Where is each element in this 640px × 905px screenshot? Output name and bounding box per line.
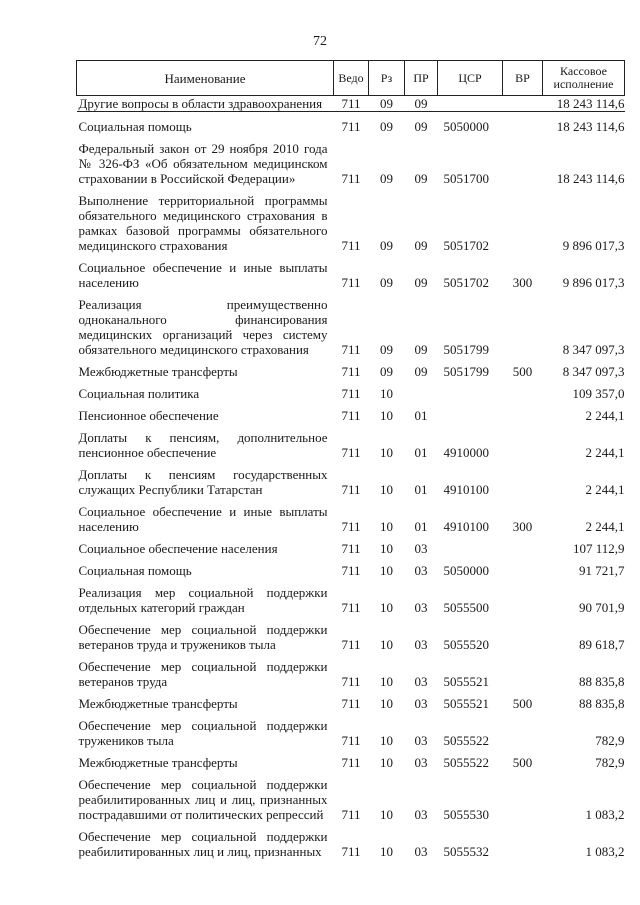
row-spacer-cell (77, 379, 625, 386)
row-vedo: 711 (341, 519, 361, 534)
row-rz: 10 (380, 733, 393, 748)
row-amount: 90 701,9 (579, 600, 625, 615)
row-vedo: 711 (341, 807, 361, 822)
row-rz: 10 (380, 482, 393, 497)
row-spacer-cell (77, 290, 625, 297)
row-spacer (77, 711, 625, 718)
row-name: Межбюджетные трансферты (78, 696, 238, 711)
row-pr: 03 (414, 674, 428, 689)
row-vedo: 711 (341, 482, 361, 497)
row-amount: 107 112,9 (572, 541, 625, 556)
row-spacer (77, 534, 625, 541)
table-row (77, 829, 625, 859)
row-spacer-cell (77, 711, 625, 718)
row-vedo: 711 (341, 342, 361, 357)
row-vr (503, 541, 543, 556)
row-spacer (77, 652, 625, 659)
row-csr: 4910100 (443, 482, 489, 497)
table-row (77, 467, 625, 497)
row-spacer-cell (77, 357, 625, 364)
row-amount: 18 243 114,6 (556, 171, 625, 186)
row-csr: 5051799 (443, 342, 489, 357)
row-vr: 500 (512, 696, 533, 711)
row-amount: 782,9 (595, 733, 625, 748)
table-row (77, 297, 625, 357)
row-name: Социальное обеспечение населения (78, 541, 278, 556)
row-vr (503, 563, 543, 578)
row-spacer (77, 290, 625, 297)
row-csr: 5055520 (443, 637, 489, 652)
header-vedo: Ведо (334, 61, 369, 96)
row-pr: 03 (414, 755, 428, 770)
row-csr: 5055522 (443, 755, 489, 770)
row-pr: 09 (414, 342, 428, 357)
row-pr: 03 (414, 733, 428, 748)
table-row (77, 141, 625, 186)
row-spacer-cell (77, 822, 625, 829)
row-spacer-cell (77, 534, 625, 541)
row-csr (438, 96, 503, 112)
row-rz: 10 (380, 696, 393, 711)
row-spacer-cell (77, 401, 625, 408)
row-csr: 5050000 (443, 119, 489, 134)
row-name: Обеспечение мер социальной поддержки реабилитированных лиц и лиц, признанных пострадавшими от политических репрессий (78, 777, 328, 822)
row-pr: 03 (414, 807, 428, 822)
row-name: Социальная помощь (78, 563, 192, 578)
row-spacer-cell (77, 615, 625, 622)
row-rz: 10 (380, 563, 393, 578)
row-amount: 91 721,7 (579, 563, 625, 578)
table-row (77, 193, 625, 253)
row-pr: 09 (405, 96, 438, 112)
header-vr: ВР (503, 61, 543, 96)
row-vedo: 711 (341, 674, 361, 689)
row-name: Обеспечение мер социальной поддержки ветеранов труда (78, 659, 328, 689)
row-vedo: 711 (341, 364, 361, 379)
row-csr: 5055521 (443, 674, 489, 689)
row-rz: 10 (380, 807, 393, 822)
row-csr: 5051799 (443, 364, 489, 379)
row-rz: 10 (380, 600, 393, 615)
row-amount: 9 896 017,3 (562, 275, 625, 290)
header-name: Наименование (77, 61, 334, 96)
row-name: Выполнение территориальной программы обязательного медицинского страхования в рамках базовой программы обязательного медицинского страхования (78, 193, 328, 253)
row-csr: 4910100 (443, 519, 489, 534)
table-row (77, 96, 625, 112)
row-vr (503, 141, 543, 186)
row-spacer-cell (77, 497, 625, 504)
row-amount: 2 244,1 (585, 519, 625, 534)
row-spacer-cell (77, 689, 625, 696)
table-row (77, 755, 625, 770)
row-amount: 109 357,0 (572, 386, 625, 401)
row-vedo: 711 (341, 275, 361, 290)
row-spacer (77, 401, 625, 408)
table-row (77, 777, 625, 822)
row-spacer (77, 748, 625, 755)
row-name: Реализация мер социальной поддержки отдельных категорий граждан (78, 585, 328, 615)
row-name: Межбюджетные трансферты (78, 364, 238, 379)
row-spacer (77, 357, 625, 364)
row-pr: 09 (414, 238, 428, 253)
row-vedo: 711 (341, 733, 361, 748)
row-pr: 09 (414, 171, 428, 186)
row-amount: 2 244,1 (585, 482, 625, 497)
row-amount: 1 083,2 (585, 807, 625, 822)
row-pr: 03 (414, 600, 428, 615)
row-csr (438, 408, 503, 423)
header-rz: Рз (369, 61, 405, 96)
table-row (77, 718, 625, 748)
row-amount: 1 083,2 (585, 844, 625, 859)
row-vr (503, 408, 543, 423)
row-vedo: 711 (334, 96, 369, 112)
row-spacer-cell (77, 134, 625, 141)
header-pr: ПР (405, 61, 438, 96)
row-spacer (77, 689, 625, 696)
table-row (77, 696, 625, 711)
row-pr: 09 (414, 275, 428, 290)
row-pr: 01 (414, 408, 428, 423)
row-amount: 8 347 097,3 (562, 364, 625, 379)
row-name: Пенсионное обеспечение (78, 408, 219, 423)
row-name: Федеральный закон от 29 ноября 2010 года № 326-ФЗ «Об обязательном медицинском страховании в Российской Федерации» (78, 141, 328, 186)
row-spacer (77, 112, 625, 120)
row-rz: 10 (380, 408, 393, 423)
row-csr: 5055521 (443, 696, 489, 711)
row-spacer (77, 253, 625, 260)
row-spacer (77, 822, 625, 829)
row-name: Обеспечение мер социальной поддержки тружеников тыла (78, 718, 328, 748)
row-vedo: 711 (341, 755, 361, 770)
row-vedo: 711 (341, 119, 361, 134)
table-header (77, 61, 625, 96)
row-spacer-cell (77, 770, 625, 777)
row-amount: 18 243 114,6 (543, 96, 625, 112)
row-csr: 5055532 (443, 844, 489, 859)
row-pr: 03 (414, 563, 428, 578)
row-rz: 10 (380, 844, 393, 859)
row-rz: 09 (380, 364, 393, 379)
header-amount: Кассовое исполнение (543, 61, 625, 96)
row-name: Другие вопросы в области здравоохранения (77, 96, 334, 112)
row-name: Социальное обеспечение и иные выплаты населению (78, 504, 328, 534)
row-spacer (77, 134, 625, 141)
row-rz: 09 (380, 238, 393, 253)
page-number: 72 (313, 34, 327, 49)
table-row (77, 504, 625, 534)
row-vr (503, 659, 543, 689)
table-row (77, 408, 625, 423)
table-row (77, 364, 625, 379)
row-vedo: 711 (341, 445, 361, 460)
row-name: Обеспечение мер социальной поддержки реабилитированных лиц и лиц, признанных (78, 829, 328, 859)
row-name: Социальное обеспечение и иные выплаты населению (78, 260, 328, 290)
row-vr (503, 622, 543, 652)
table-row (77, 260, 625, 290)
table-row (77, 541, 625, 556)
row-amount: 18 243 114,6 (556, 119, 625, 134)
row-spacer (77, 186, 625, 193)
row-pr: 01 (414, 445, 428, 460)
budget-table-container (76, 60, 624, 859)
row-name: Реализация преимущественно одноканального финансирования медицинских организаций через систему обязательного медицинского страхования (78, 297, 328, 357)
row-vr (503, 193, 543, 253)
row-name: Доплаты к пенсиям, дополнительное пенсионное обеспечение (78, 430, 328, 460)
row-vr (503, 718, 543, 748)
row-spacer (77, 423, 625, 430)
row-amount: 88 835,8 (579, 674, 625, 689)
row-spacer-cell (77, 556, 625, 563)
row-rz: 10 (380, 674, 393, 689)
row-csr: 5051702 (443, 238, 489, 253)
row-vr (503, 297, 543, 357)
table-row (77, 622, 625, 652)
budget-execution-table (76, 60, 625, 859)
row-spacer (77, 770, 625, 777)
row-name: Социальная помощь (78, 119, 192, 134)
row-pr: 01 (414, 482, 428, 497)
row-pr: 03 (414, 844, 428, 859)
row-name: Доплаты к пенсиям государственных служащих Республики Татарстан (78, 467, 328, 497)
table-row (77, 430, 625, 460)
row-csr: 5055522 (443, 733, 489, 748)
table-row (77, 386, 625, 401)
row-rz: 10 (380, 386, 393, 401)
row-vedo: 711 (341, 563, 361, 578)
table-row (77, 563, 625, 578)
row-csr (438, 541, 503, 556)
row-vedo: 711 (341, 600, 361, 615)
row-rz: 09 (380, 342, 393, 357)
row-name: Социальная политика (78, 386, 200, 401)
row-pr: 09 (414, 364, 428, 379)
row-pr (405, 386, 438, 401)
row-spacer-cell (77, 748, 625, 755)
row-spacer (77, 556, 625, 563)
row-csr (438, 386, 503, 401)
row-amount: 2 244,1 (585, 445, 625, 460)
row-spacer-cell (77, 578, 625, 585)
row-rz: 10 (380, 519, 393, 534)
row-name: Обеспечение мер социальной поддержки ветеранов труда и тружеников тыла (78, 622, 328, 652)
row-vr (503, 386, 543, 401)
row-amount: 8 347 097,3 (562, 342, 625, 357)
row-vr (503, 585, 543, 615)
row-spacer (77, 578, 625, 585)
row-vr (503, 467, 543, 497)
row-rz: 09 (380, 119, 393, 134)
row-amount: 88 835,8 (579, 696, 625, 711)
row-rz: 10 (380, 445, 393, 460)
row-vedo: 711 (341, 541, 361, 556)
row-vedo: 711 (341, 696, 361, 711)
row-pr: 09 (414, 119, 428, 134)
row-spacer-cell (77, 423, 625, 430)
table-body (77, 96, 625, 860)
row-csr: 5051702 (443, 275, 489, 290)
row-spacer (77, 460, 625, 467)
row-vedo: 711 (341, 637, 361, 652)
row-spacer-cell (77, 112, 625, 120)
row-vedo: 711 (341, 171, 361, 186)
row-spacer-cell (77, 253, 625, 260)
row-rz: 10 (380, 755, 393, 770)
row-pr: 03 (414, 696, 428, 711)
row-amount: 2 244,1 (585, 408, 625, 423)
row-vr: 300 (512, 275, 533, 290)
table-row (77, 659, 625, 689)
row-spacer-cell (77, 186, 625, 193)
row-spacer-cell (77, 652, 625, 659)
row-csr: 4910000 (443, 445, 489, 460)
row-spacer (77, 615, 625, 622)
row-pr: 03 (414, 541, 428, 556)
row-csr: 5055530 (443, 807, 489, 822)
row-rz: 10 (380, 541, 393, 556)
row-amount: 9 896 017,3 (562, 238, 625, 253)
row-pr: 01 (414, 519, 428, 534)
row-vr (503, 96, 543, 112)
row-amount: 89 618,7 (579, 637, 625, 652)
row-spacer (77, 497, 625, 504)
row-vedo: 711 (341, 408, 361, 423)
row-csr: 5051700 (443, 171, 489, 186)
row-vr: 500 (512, 755, 533, 770)
row-rz: 09 (380, 275, 393, 290)
row-vr (503, 777, 543, 822)
row-spacer-cell (77, 460, 625, 467)
row-vr: 500 (512, 364, 533, 379)
row-vedo: 711 (341, 844, 361, 859)
row-vr (503, 119, 543, 134)
row-vr (503, 829, 543, 859)
row-csr: 5055500 (443, 600, 489, 615)
row-pr: 03 (414, 637, 428, 652)
row-rz: 10 (380, 637, 393, 652)
table-row (77, 119, 625, 134)
row-vedo: 711 (341, 386, 361, 401)
row-csr: 5050000 (443, 563, 489, 578)
row-amount: 782,9 (595, 755, 625, 770)
row-vedo: 711 (341, 238, 361, 253)
row-vr: 300 (512, 519, 533, 534)
row-name: Межбюджетные трансферты (78, 755, 238, 770)
row-rz: 09 (380, 171, 393, 186)
row-spacer (77, 379, 625, 386)
table-row (77, 585, 625, 615)
row-rz: 09 (369, 96, 405, 112)
header-csr: ЦСР (438, 61, 503, 96)
row-vr (503, 430, 543, 460)
